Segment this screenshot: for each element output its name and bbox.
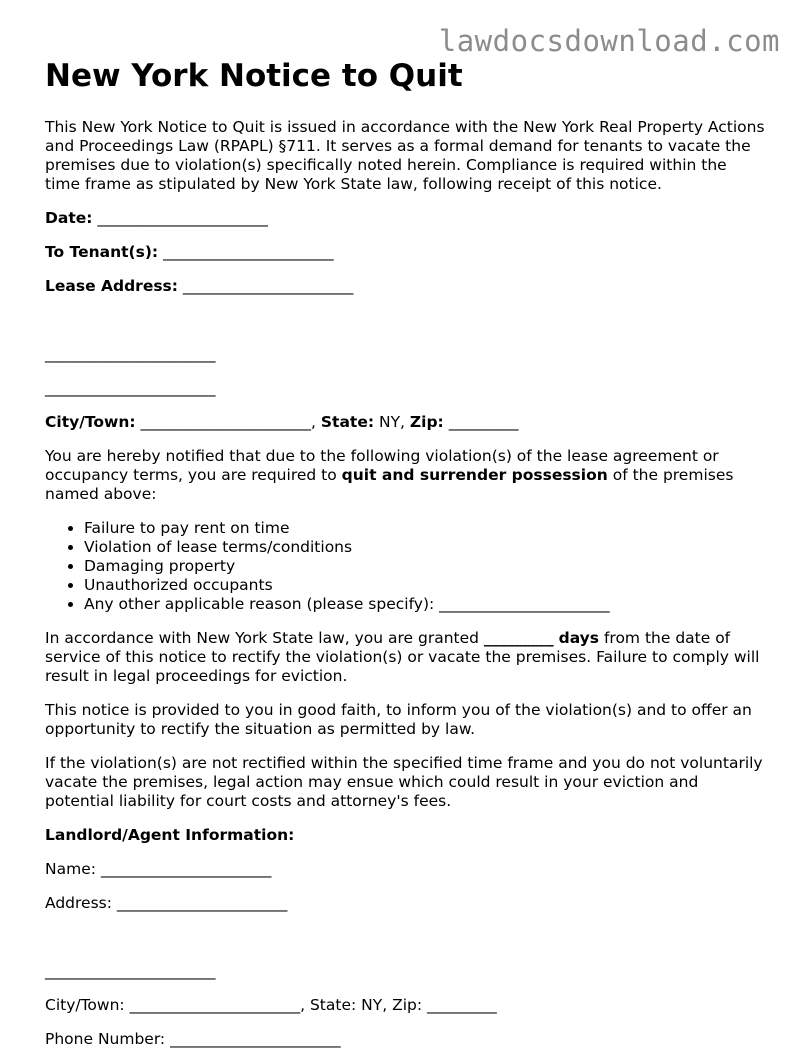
other-reason-label: Any other applicable reason (please specify): (84, 595, 435, 613)
landlord-city-label: City/Town: (45, 996, 125, 1014)
list-item: • Unauthorized occupants (84, 576, 765, 595)
lease-address-field (45, 277, 765, 296)
lease-address-label: Lease Address: (45, 277, 178, 295)
watermark: lawdocsdownload.com (438, 24, 780, 58)
lease-address-blank[interactable]: ______________________ (182, 277, 354, 295)
landlord-heading: Landlord/Agent Information: (45, 826, 295, 844)
other-reason-blank[interactable]: ______________________ (439, 595, 610, 613)
landlord-address-line-2[interactable] (45, 962, 765, 981)
to-tenant-field (45, 243, 765, 262)
zip-label: Zip: (409, 413, 444, 431)
grant-text-before: In accordance with New York State law, you are granted (45, 629, 484, 647)
intro-paragraph: This New York Notice to Quit is issued in accordance with the New York Real Property Actions and Proceedings Law (RPAPL) §711. It serves as a formal demand for tenants to vacate the premises due to violation(s) specifically noted herein. Compliance is required within the time frame as stipulated by New York State law, following receipt of this notice. (45, 118, 765, 193)
landlord-zip-label: Zip: (392, 996, 423, 1014)
consequence-paragraph: If the violation(s) are not rectified within the specified time frame and you do not voluntarily vacate the premises, legal action may ensue which could result in your eviction and potential liability for court costs and attorney's fees. (45, 754, 763, 810)
address-line-2-blank[interactable]: ______________________ (45, 345, 216, 363)
landlord-phone-label: Phone Number: (45, 1030, 166, 1048)
landlord-address-blank[interactable]: ______________________ (116, 894, 288, 912)
landlord-name-label: Name: (45, 860, 96, 878)
landlord-zip-blank[interactable]: _________ (427, 996, 497, 1014)
date-label: Date: (45, 209, 93, 227)
landlord-city-state-zip: City/Town: ______________________, State: NY, Zip: _________ (45, 996, 497, 1014)
page-title: New York Notice to Quit (45, 58, 463, 94)
landlord-name-field (45, 860, 765, 879)
landlord-state-value: NY (361, 996, 383, 1014)
violations-list (45, 519, 765, 614)
landlord-address-label: Address: (45, 894, 112, 912)
document-body (45, 56, 765, 1064)
address-line-3-blank[interactable]: ______________________ (45, 379, 216, 397)
zip-blank[interactable]: _________ (448, 413, 519, 431)
notice-text-before: You are hereby notified that due to the following violation(s) of the lease agreement or occupancy terms, you are required to (45, 447, 719, 484)
state-label: State: (320, 413, 375, 431)
days-blank[interactable]: _________ (483, 629, 554, 647)
landlord-city-blank[interactable]: ______________________ (129, 996, 301, 1014)
to-tenant-blank[interactable]: ______________________ (163, 243, 334, 261)
good-faith-paragraph: This notice is provided to you in good faith, to inform you of the violation(s) and to offer an opportunity to rectify the situation as permitted by law. (45, 701, 752, 738)
grant-text-after: from the date of service of this notice to rectify the violation(s) or vacate the premises. Failure to comply will result in legal proceedings for eviction. (45, 629, 760, 685)
landlord-phone-blank[interactable]: ______________________ (170, 1030, 341, 1048)
spacer (45, 311, 765, 330)
list-item (84, 595, 765, 614)
lease-address-line-2[interactable] (45, 345, 765, 364)
list-item: • Failure to pay rent on time (84, 519, 765, 538)
notice-emphasis: quit and surrender possession (341, 466, 608, 484)
landlord-address-field (45, 894, 765, 913)
city-label: City/Town: (45, 413, 136, 431)
list-item: • Violation of lease terms/conditions (84, 538, 765, 557)
lease-address-line-3[interactable] (45, 379, 765, 398)
grant-paragraph (45, 629, 765, 686)
state-value: NY (378, 413, 401, 431)
date-field (45, 209, 765, 228)
notice-text-after: of the premises named above: (45, 466, 734, 503)
days-label: days (558, 629, 600, 647)
date-blank[interactable]: ______________________ (97, 209, 268, 227)
landlord-state-label: State: (309, 996, 357, 1014)
notice-paragraph (45, 447, 765, 504)
spacer (45, 928, 765, 947)
list-item: • Damaging property (84, 557, 765, 576)
tenant-city-state-zip: City/Town: ______________________, State: NY, Zip: _________ (45, 413, 519, 431)
to-tenant-label: To Tenant(s): (45, 243, 159, 261)
landlord-address-line-2-blank[interactable]: ______________________ (45, 962, 216, 980)
city-blank[interactable]: ______________________ (140, 413, 312, 431)
landlord-name-blank[interactable]: ______________________ (100, 860, 272, 878)
